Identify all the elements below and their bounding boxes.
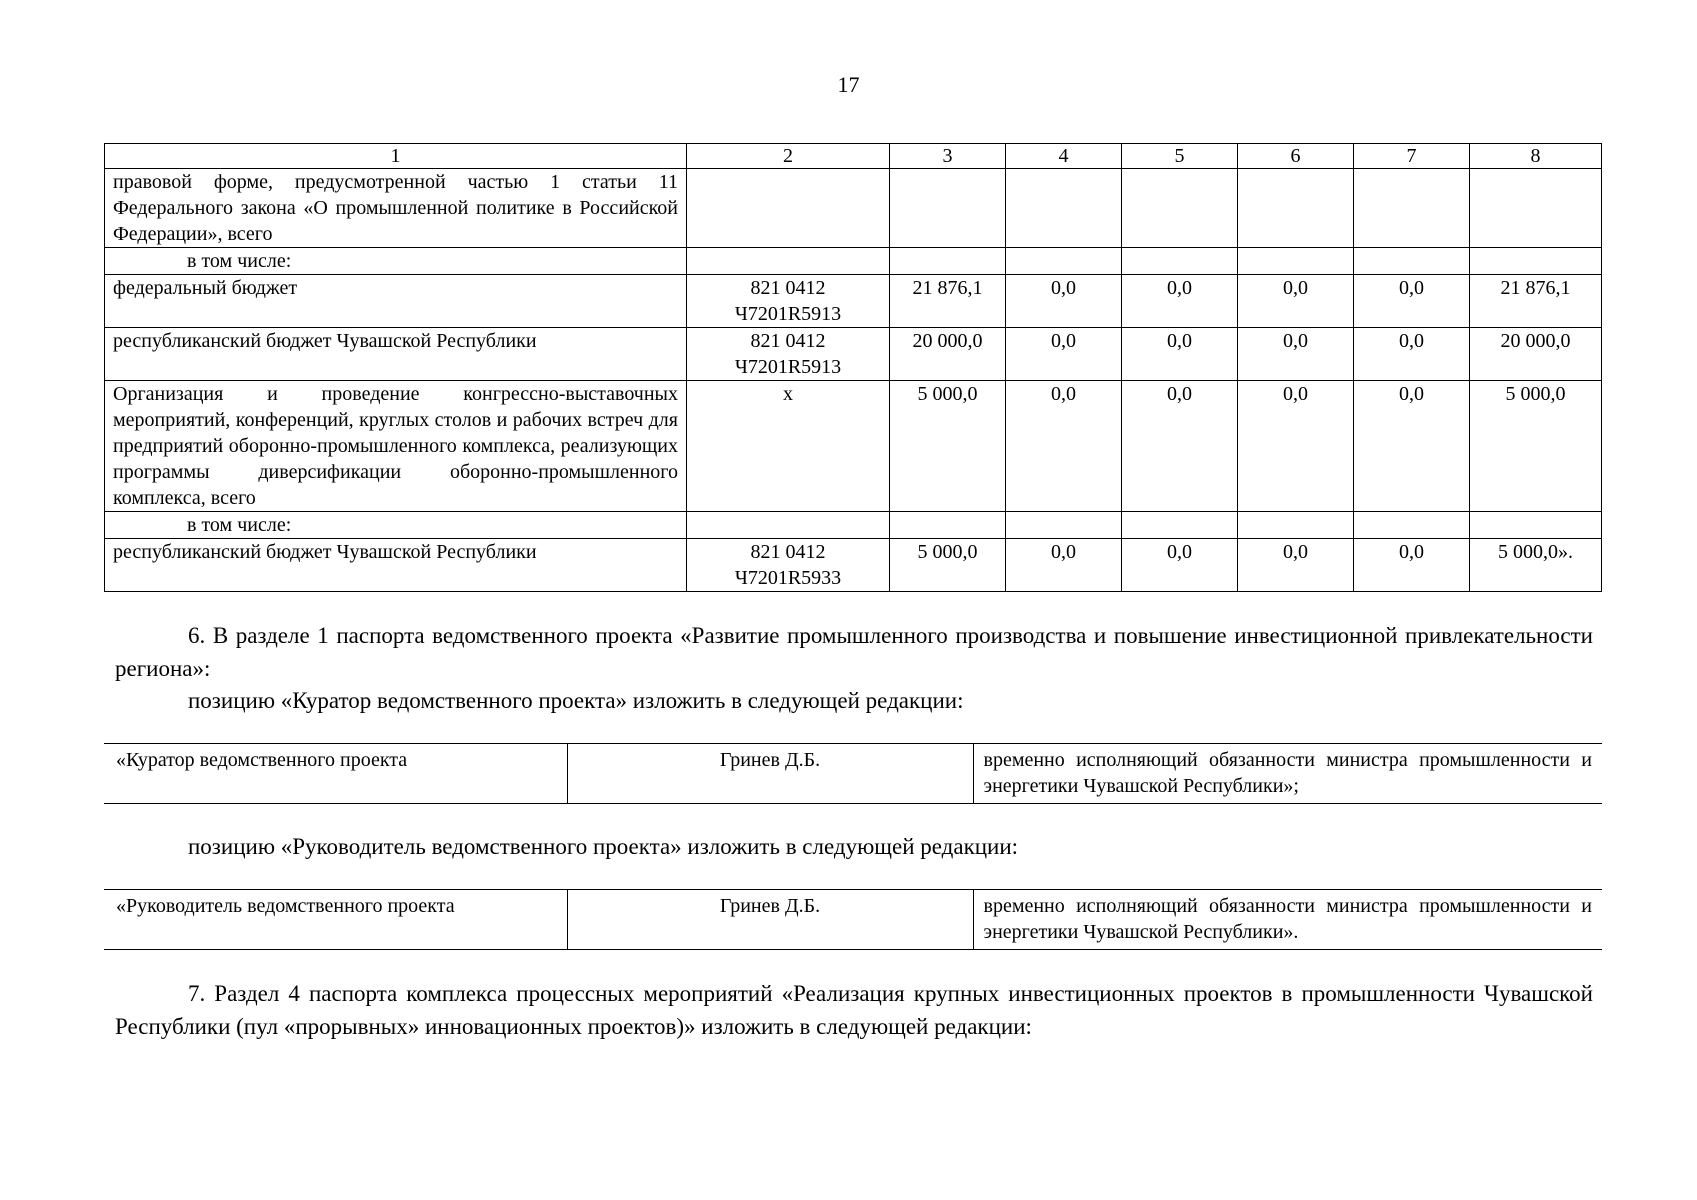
code-line: 821 0412 (750, 541, 826, 563)
cell-value (890, 169, 1006, 248)
section7-body: 7. Раздел 4 паспорта комплекса процессных мероприятий «Реализация крупных инвестиционных проектов в промышленности Чувашской Республики (пул «прорывных» инновационных проектов)» изложить в следующей редакции: (115, 981, 1593, 1039)
code-line: 821 0412 (750, 330, 826, 352)
cell-value (1354, 169, 1470, 248)
cell-value: 0,0 (1122, 539, 1238, 592)
head-table (104, 889, 1602, 950)
cell-value (890, 512, 1006, 539)
section7-text (115, 977, 1593, 1043)
cell-value (1470, 248, 1602, 275)
code-line: Ч7201R5913 (734, 356, 842, 378)
row-name: в том числе: (105, 512, 687, 539)
budget-table (104, 143, 1602, 592)
cell-value (1354, 248, 1470, 275)
row-code (687, 539, 890, 592)
cell-value (1122, 248, 1238, 275)
cell-value: 0,0 (1238, 275, 1354, 328)
cell-value: 0,0 (1354, 328, 1470, 381)
cell-value: 20 000,0 (1470, 328, 1602, 381)
table-row (105, 381, 1602, 512)
table-row (104, 744, 1602, 804)
cell-value: 21 876,1 (890, 275, 1006, 328)
curator-position: временно исполняющий обязанности министра промышленности и энергетики Чувашской Республики»; (973, 744, 1602, 804)
cell-value (1122, 512, 1238, 539)
table-row (105, 248, 1602, 275)
row-name: республиканский бюджет Чувашской Республики (105, 328, 687, 381)
row-name: правовой форме, предусмотренной частью 1 статьи 11 Федерального закона «О промышленной политике в Российской Федерации», всего (105, 169, 687, 248)
row-code (687, 275, 890, 328)
column-header: 1 (105, 144, 687, 169)
table-row (105, 512, 1602, 539)
cell-value: 0,0 (1354, 539, 1470, 592)
cell-value (890, 248, 1006, 275)
row-code (687, 328, 890, 381)
head-position: временно исполняющий обязанности министра промышленности и энергетики Чувашской Республики». (973, 890, 1602, 950)
cell-value: 20 000,0 (890, 328, 1006, 381)
curator-person: Гринев Д.Б. (567, 744, 973, 804)
cell-value: 0,0 (1238, 328, 1354, 381)
cell-value: 0,0 (1122, 381, 1238, 512)
cell-value (1470, 169, 1602, 248)
row-name: Организация и проведение конгрессно-выставочных мероприятий, конференций, круглых столов и рабочих встреч для предприятий оборонно-промышленного комплекса, реализующих программы диверсификации оборонно-промышленного комплекса, всего (105, 381, 687, 512)
column-header: 7 (1354, 144, 1470, 169)
cell-value: 0,0 (1006, 275, 1122, 328)
column-header: 5 (1122, 144, 1238, 169)
cell-value: 5 000,0 (1470, 381, 1602, 512)
code-line: х (783, 383, 793, 405)
cell-value: 0,0 (1122, 328, 1238, 381)
cell-value: 0,0 (1354, 275, 1470, 328)
cell-value: 21 876,1 (1470, 275, 1602, 328)
row-code (687, 169, 890, 248)
code-line: Ч7201R5913 (734, 303, 842, 325)
head-person: Гринев Д.Б. (567, 890, 973, 950)
cell-value (1006, 248, 1122, 275)
column-header: 3 (890, 144, 1006, 169)
cell-value: 5 000,0 (890, 539, 1006, 592)
cell-value (1354, 512, 1470, 539)
code-line: Ч7201R5933 (734, 567, 842, 589)
section6-intro-text: 6. В разделе 1 паспорта ведомственного проекта «Развитие промышленного производства и повышение инвестиционной привлекательности региона»: (115, 623, 1593, 681)
curator-role: «Куратор ведомственного проекта (104, 744, 567, 804)
table-row (105, 328, 1602, 381)
cell-value (1006, 169, 1122, 248)
row-name: республиканский бюджет Чувашской Республики (105, 539, 687, 592)
cell-value: 0,0 (1238, 381, 1354, 512)
table-row (105, 169, 1602, 248)
column-header: 4 (1006, 144, 1122, 169)
head-instruction: позицию «Руководитель ведомственного проекта» изложить в следующей редакции: (188, 834, 1019, 859)
curator-table (104, 743, 1602, 804)
column-header: 6 (1238, 144, 1354, 169)
cell-value (1238, 512, 1354, 539)
head-role: «Руководитель ведомственного проекта (104, 890, 567, 950)
table-row (104, 890, 1602, 950)
cell-value (1122, 169, 1238, 248)
section6-intro (115, 619, 1593, 685)
cell-value (1238, 248, 1354, 275)
row-name: федеральный бюджет (105, 275, 687, 328)
cell-value: 0,0 (1354, 381, 1470, 512)
column-header: 2 (687, 144, 890, 169)
row-name: в том числе: (105, 248, 687, 275)
row-code (687, 248, 890, 275)
code-line: 821 0412 (750, 277, 826, 299)
cell-value (1238, 169, 1354, 248)
table-row (105, 539, 1602, 592)
cell-value: 0,0 (1122, 275, 1238, 328)
cell-value: 0,0 (1006, 539, 1122, 592)
cell-value: 5 000,0». (1470, 539, 1602, 592)
cell-value: 0,0 (1238, 539, 1354, 592)
cell-value: 0,0 (1006, 328, 1122, 381)
page-number: 17 (837, 72, 860, 97)
table-header-row (105, 144, 1602, 169)
curator-instruction: позицию «Куратор ведомственного проекта» изложить в следующей редакции: (188, 688, 964, 713)
cell-value: 5 000,0 (890, 381, 1006, 512)
column-header: 8 (1470, 144, 1602, 169)
cell-value (1006, 512, 1122, 539)
cell-value (1470, 512, 1602, 539)
cell-value: 0,0 (1006, 381, 1122, 512)
table-row (105, 275, 1602, 328)
row-code (687, 512, 890, 539)
row-code (687, 381, 890, 512)
